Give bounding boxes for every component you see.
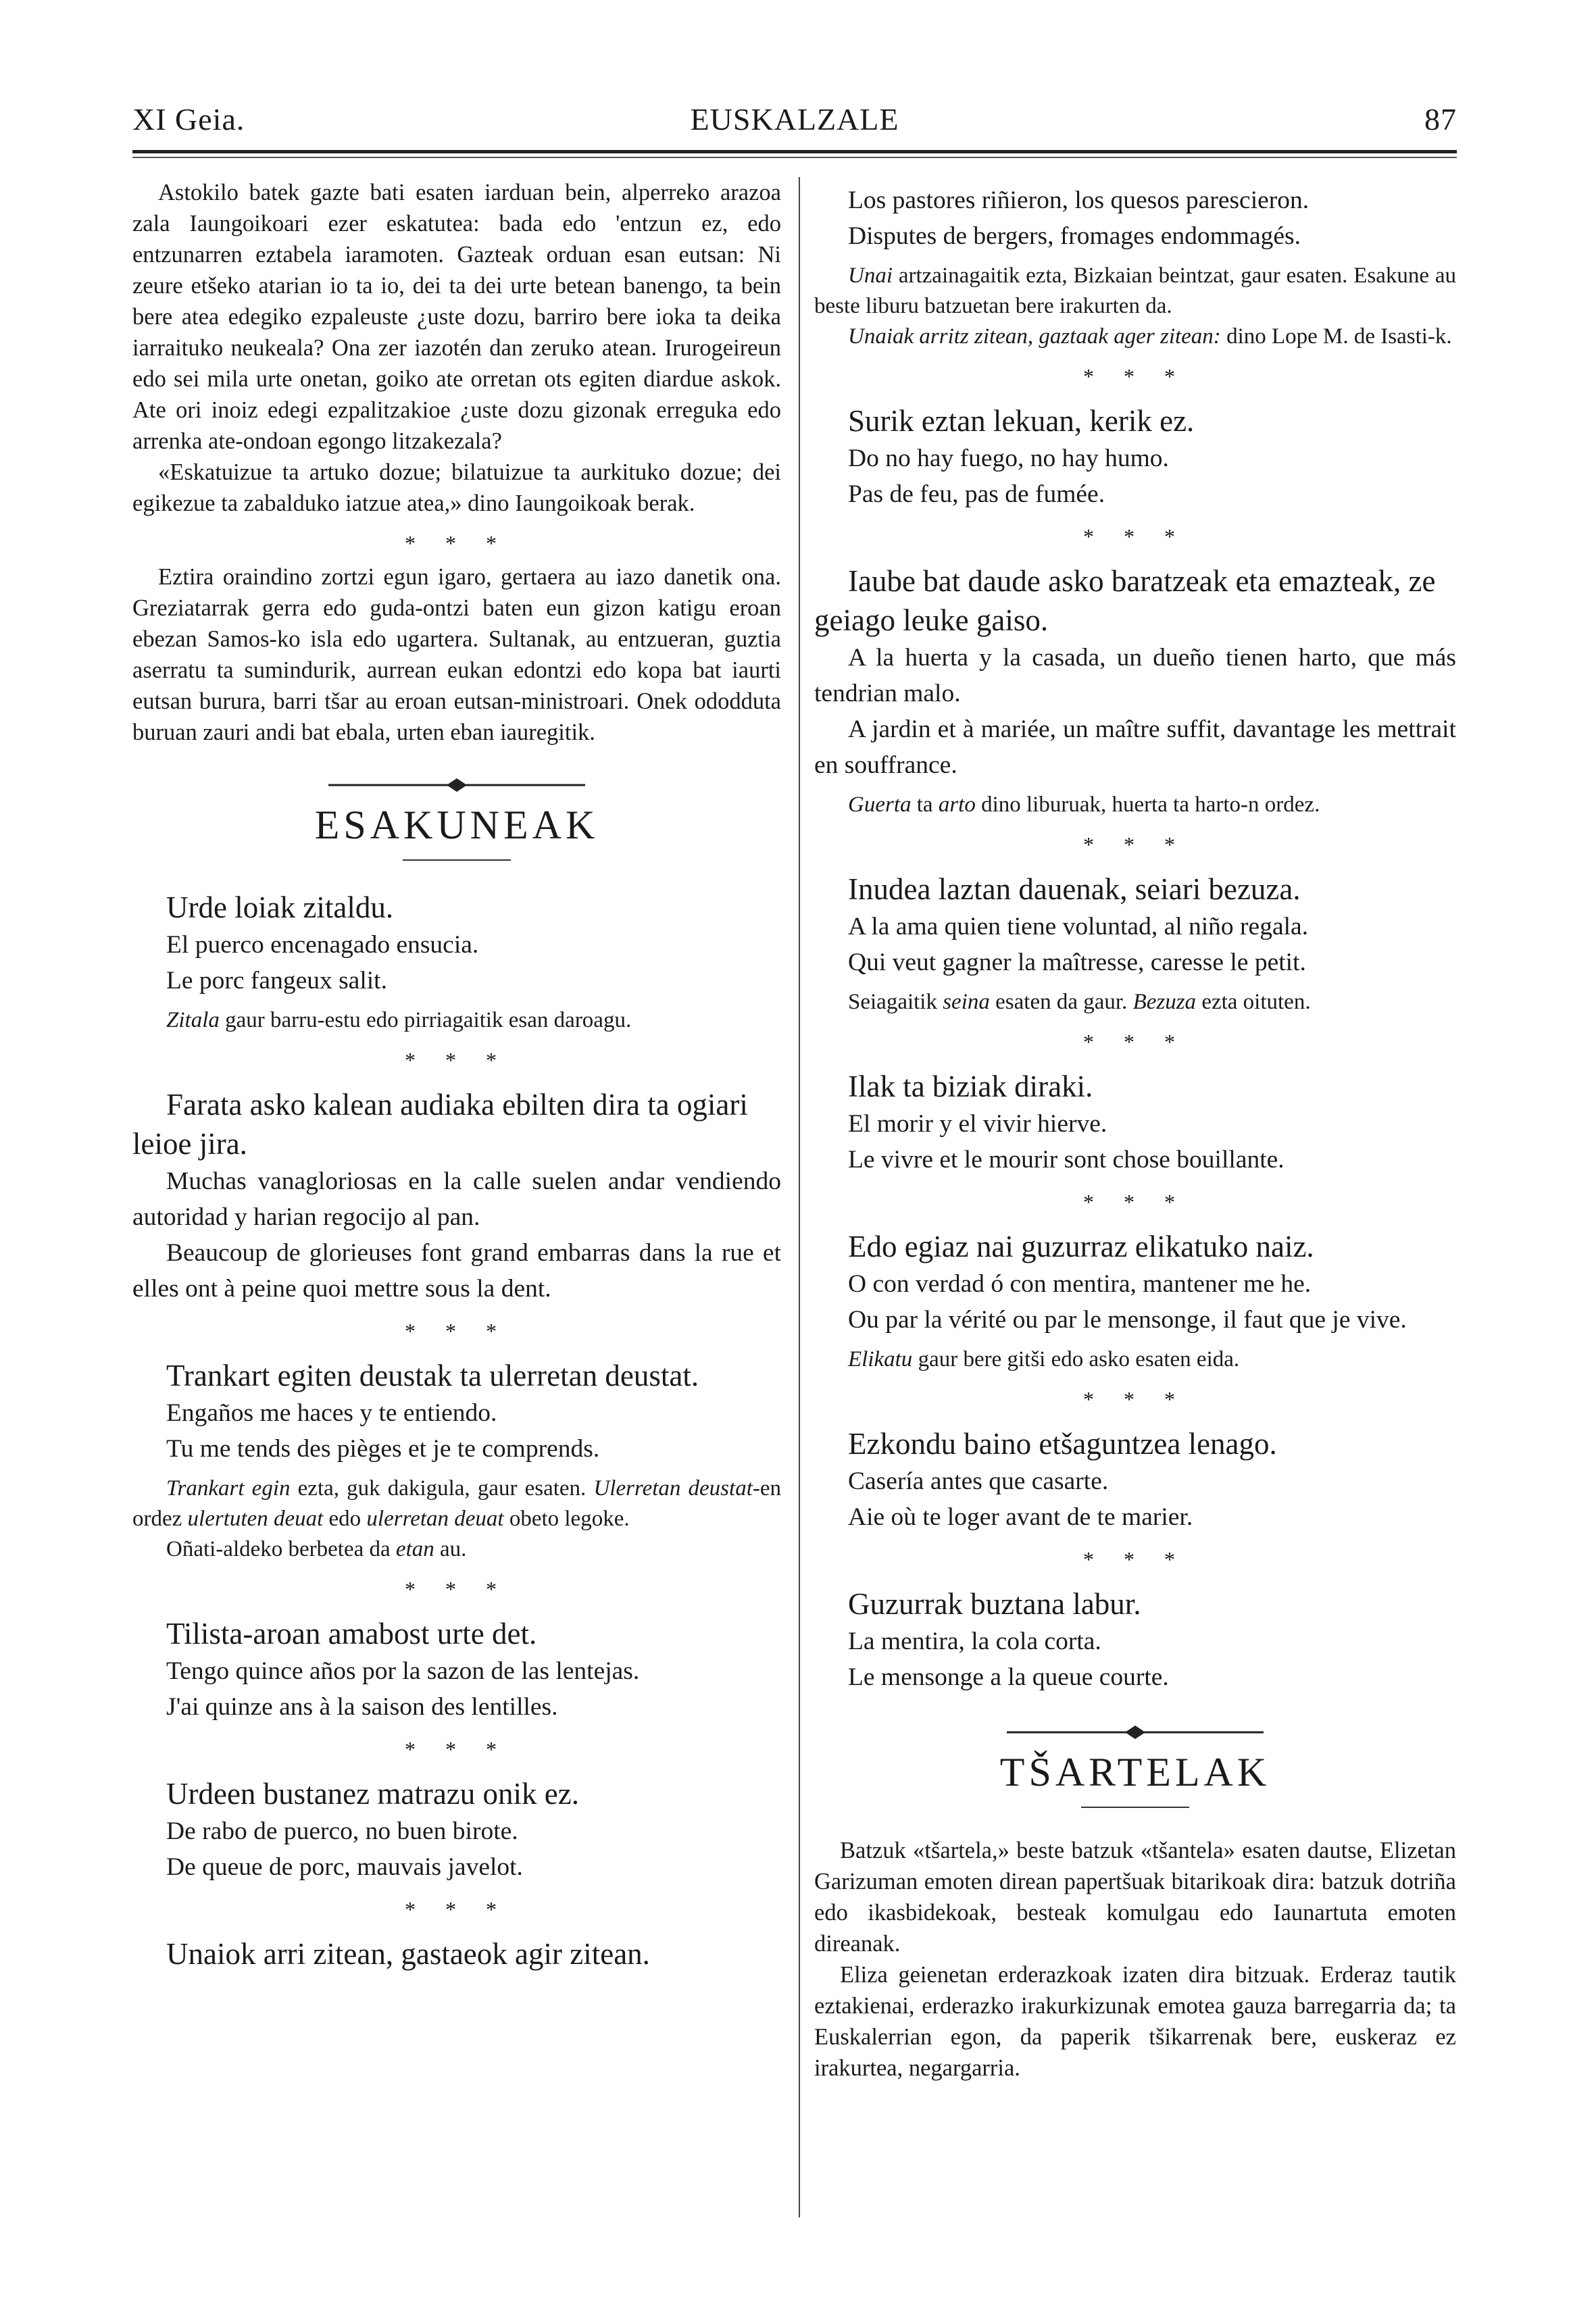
journal-title: EUSKALZALE: [690, 102, 899, 136]
ornament-divider: [315, 775, 599, 795]
proverb-basque: Trankart egiten deustak ta ulerretan deustat.: [166, 1359, 699, 1392]
separator-stars: * * *: [1083, 364, 1187, 388]
issue-label: XI Geia.: [132, 102, 245, 136]
proverb-note: Guerta ta arto dino liburuak, huerta ta harto-n ordez.: [848, 793, 1320, 817]
proverb-spanish: Muchas vanagloriosas en la calle suelen andar vendiendo autoridad y harian regocijo al pan.: [132, 1167, 781, 1231]
separator-stars: * * *: [405, 1048, 509, 1072]
page-number: 87: [1424, 102, 1457, 136]
proverb-french: J'ai quinze ans à la saison des lentilles.: [166, 1693, 558, 1721]
right-column: [814, 177, 1456, 2084]
separator-stars: * * *: [1083, 1547, 1187, 1571]
proverb-basque: Ezkondu baino etšaguntzea lenago.: [848, 1427, 1277, 1461]
proverb-spanish: La mentira, la cola corta.: [848, 1628, 1101, 1655]
proverb-basque: Guzurrak buztana labur.: [848, 1587, 1141, 1621]
separator-stars: * * *: [405, 531, 509, 555]
proverb-french: Disputes de bergers, fromages endommagés.: [848, 222, 1301, 250]
ornament-divider: [993, 1722, 1277, 1742]
proverb-spanish: Los pastores riñieron, los quesos parescieron.: [848, 186, 1310, 214]
left-column: [132, 177, 781, 1973]
proverb-note: Unaiak arritz zitean, gaztaak ager zitean: dino Lope M. de Isasti-k.: [848, 324, 1452, 349]
proverb-french: Ou par la vérité ou par le mensonge, il faut que je vive.: [848, 1306, 1407, 1334]
proverb-french: Le vivre et le mourir sont chose bouillante.: [848, 1146, 1285, 1174]
proverb-note: Elikatu gaur bere gitši edo asko esaten eida.: [848, 1347, 1240, 1372]
separator-stars: * * *: [1083, 524, 1187, 549]
proverb-spanish: Do no hay fuego, no hay humo.: [848, 445, 1169, 472]
proverb-french: Qui veut gagner la maîtresse, caresse le petit.: [848, 949, 1306, 976]
proverb-spanish: A la huerta y la casada, un dueño tienen harto, que más tendrian malo.: [814, 644, 1456, 707]
proverb-spanish: Casería antes que casarte.: [848, 1467, 1109, 1495]
proverb-spanish: El puerco encenagado ensucia.: [166, 931, 479, 959]
proverb-spanish: Engaños me haces y te entiendo.: [166, 1399, 497, 1427]
separator-stars: * * *: [405, 1737, 509, 1761]
proverb-basque: Unaiok arri zitean, gastaeok agir zitean.: [166, 1937, 650, 1971]
story-paragraph: Eztira oraindino zortzi egun igaro, gertaera au iazo danetik ona. Greziatarrak gerra edo guda-ontzi baten eun gizon katigu eroan ebezan Samos-ko isla edo ugartera. Sultanak, au entzueran, guztia aserratu ta sumindurik, aurrean eukan edontzi edo kopa bat iaurti eutsan burura, barri tšar au eroan eutsan-ministroari. Onek ododduta buruan zauri andi bat ebala, urten eban iauregitik.: [132, 564, 781, 745]
separator-stars: * * *: [1083, 1387, 1187, 1411]
separator-stars: * * *: [1083, 1190, 1187, 1214]
proverb-spanish: A la ama quien tiene voluntad, al niño regala.: [848, 913, 1309, 940]
proverb-basque: Urde loiak zitaldu.: [166, 890, 394, 924]
separator-stars: * * *: [1083, 1030, 1187, 1054]
proverb-french: Le mensonge a la queue courte.: [848, 1663, 1169, 1691]
proverb-note: Oñati-aldeko berbetea da etan au.: [166, 1537, 467, 1561]
proverb-basque: Surik eztan lekuan, kerik ez.: [848, 404, 1195, 438]
tsartelak-paragraph: Eliza geienetan erderazkoak izaten dira bitzuak. Erderaz tautik eztakienai, erderazko irakurkizunak emotea gauza barregarria da; ta Euskalerrian egon, da paperik tšikarrenak bere, euskeraz ez irakurtea, negargarria.: [814, 1962, 1456, 2081]
story-paragraph: Astokilo batek gazte bati esaten iarduan bein, alperreko arazoa zala Iaungoikoari ezer eskatutea: bada edo 'entzun ez, edo entzunarren eztabela iaramoten. Gazteak orduan esan eutsan: Ni zeure etšeko atarian io ta io, dei ta dei urte betean banengo, ta bein bere atea edegiko ezpaleuste ¿uste dozu, barriro bere ioka ta deika iarraituko neukeala? Ona zer iazotén dan zeruko atean. Irurogeireun edo sei mila urte onetan, goiko ate orretan ots egiten diardue askok. Ate ori inoiz edegi ezpalitzakioe ¿uste dozu gizonak erreguka edo arrenka ate-ondoan egongo litzakezala?: [132, 180, 781, 454]
proverb-note: Unai artzainagaitik ezta, Bizkaian beintzat, gaur esaten. Esakune au beste liburu batzuetan bere irakurten da.: [814, 263, 1456, 318]
proverb-french: Beaucoup de glorieuses font grand embarras dans la rue et elles ont à peine quoi mettre sous la dent.: [132, 1239, 781, 1303]
proverb-spanish: Tengo quince años por la sazon de las lentejas.: [166, 1657, 640, 1685]
separator-stars: * * *: [405, 1577, 509, 1601]
proverb-note: Zitala gaur barru-estu edo pirriagaitik esan daroagu.: [166, 1008, 632, 1032]
proverb-french: A jardin et à mariée, un maître suffit, davantage les mettrait en souffrance.: [814, 715, 1456, 779]
proverb-french: Aie où te loger avant de te marier.: [848, 1503, 1193, 1531]
column-divider: [799, 177, 800, 2217]
proverb-basque: Inudea laztan dauenak, seiari bezuza.: [848, 872, 1301, 906]
proverb-basque: Urdeen bustanez matrazu onik ez.: [166, 1777, 579, 1811]
tsartelak-paragraph: Batzuk «tšartela,» beste batzuk «tšantela» esaten dautse, Elizetan Garizuman emoten direan papertšuak bitarikoak dira: batzuk dotriña edo ikasbidekoak, besteak komulgau edo Iaunartuta emoten direanak.: [814, 1838, 1456, 1957]
proverb-spanish: El morir y el vivir hierve.: [848, 1110, 1107, 1138]
proverb-french: Le porc fangeux salit.: [166, 967, 387, 995]
proverb-basque: Iaube bat daude asko baratzeak eta emazteak, ze geiago leuke gaiso.: [814, 564, 1436, 637]
separator-stars: * * *: [1083, 832, 1187, 857]
story-paragraph: «Eskatuizue ta artuko dozue; bilatuizue ta aurkituko dozue; dei egikezue ta zabalduko iatzue atea,» dino Iaungoikoak berak.: [132, 459, 781, 516]
proverb-basque: Farata asko kalean audiaka ebilten dira ta ogiari leioe jira.: [132, 1088, 748, 1161]
separator-stars: * * *: [405, 1897, 509, 1921]
proverb-note: Trankart egin ezta, guk dakigula, gaur esaten. Ulerretan deustat-en ordez ulertuten deuat edo ulerretan deuat obeto legoke.: [132, 1476, 782, 1531]
section-rule: [1081, 1807, 1189, 1808]
proverb-spanish: De rabo de puerco, no buen birote.: [166, 1817, 518, 1845]
header-rule: [132, 150, 1457, 153]
proverb-spanish: O con verdad ó con mentira, mantener me he.: [848, 1270, 1312, 1298]
section-rule: [403, 859, 511, 861]
running-header: [132, 101, 1457, 155]
proverb-french: Pas de feu, pas de fumée.: [848, 480, 1105, 508]
section-title-tsartelak: TŠARTELAK: [999, 1750, 1271, 1794]
proverb-french: Tu me tends des pièges et je te comprends.: [166, 1435, 600, 1463]
section-title-esakuneak: ESAKUNEAK: [314, 803, 599, 847]
proverb-basque: Tilista-aroan amabost urte det.: [166, 1617, 537, 1651]
proverb-french: De queue de porc, mauvais javelot.: [166, 1853, 523, 1881]
proverb-note: Seiagaitik seina esaten da gaur. Bezuza ezta oituten.: [848, 990, 1311, 1014]
header-rule-thin: [132, 157, 1457, 158]
separator-stars: * * *: [405, 1319, 509, 1343]
proverb-basque: Ilak ta biziak diraki.: [848, 1070, 1093, 1103]
proverb-basque: Edo egiaz nai guzurraz elikatuko naiz.: [848, 1230, 1314, 1263]
